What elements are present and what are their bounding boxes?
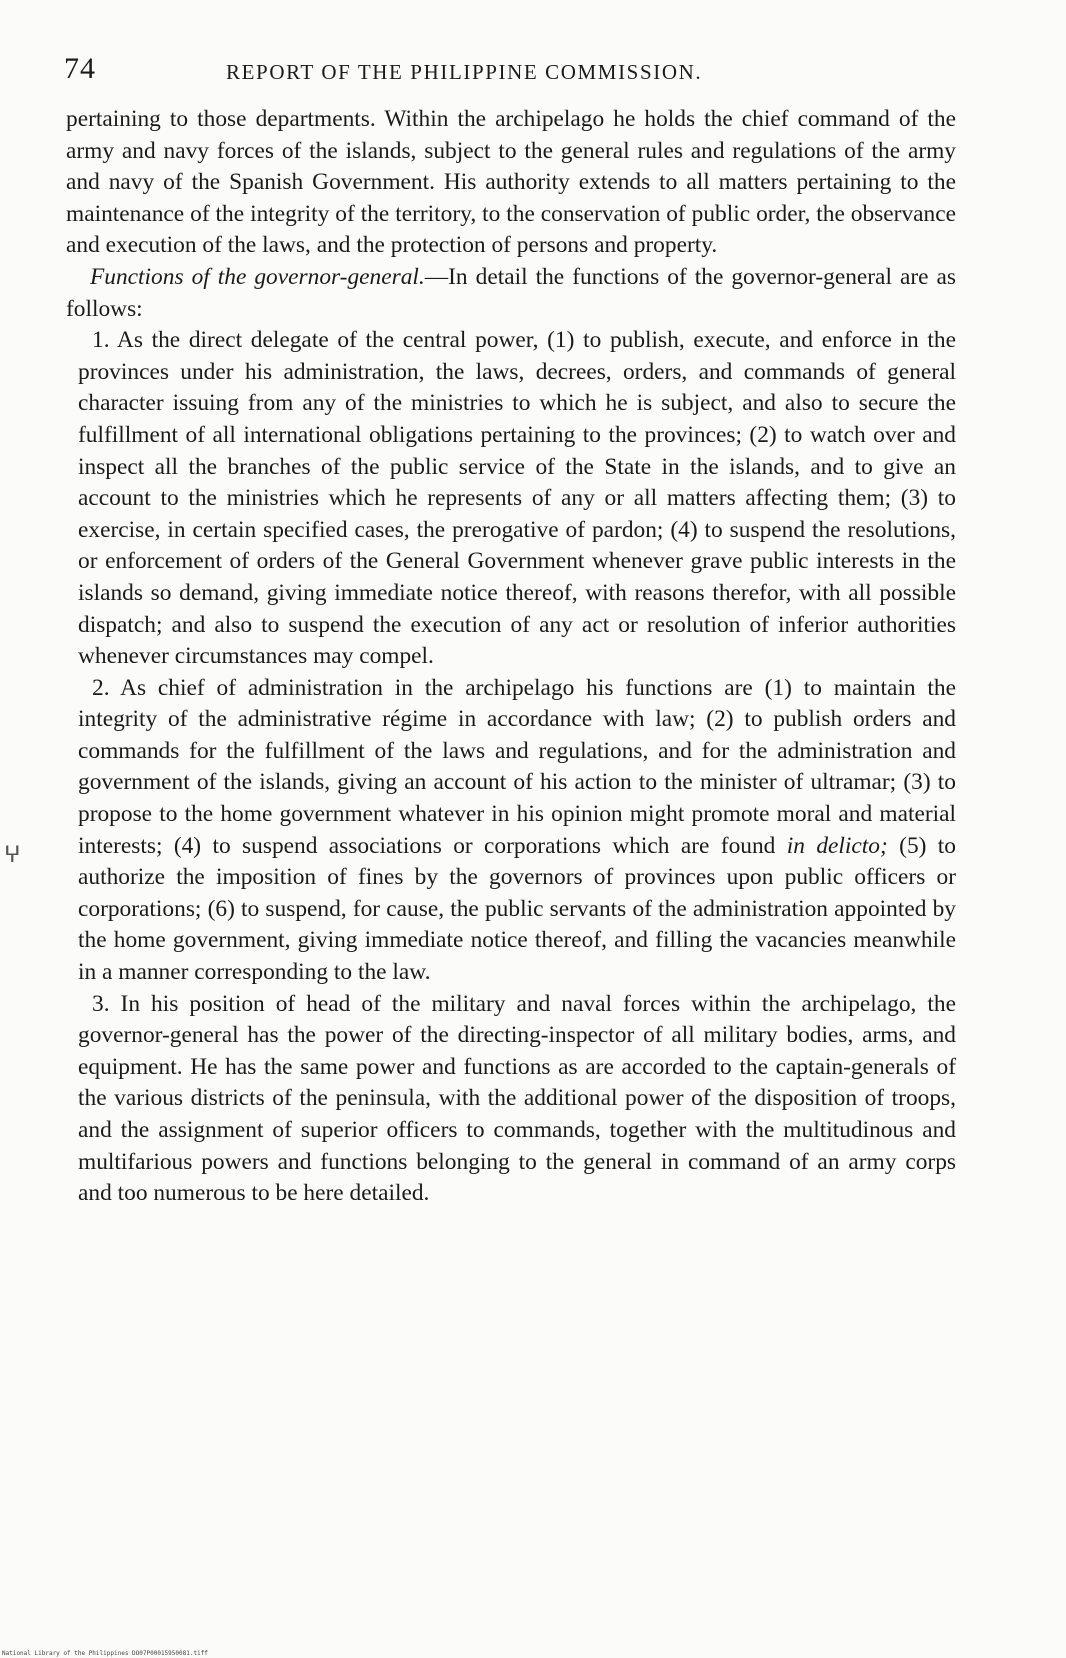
margin-mark: ⵖ	[4, 842, 21, 867]
paragraph-functions	[66, 262, 956, 325]
list-item-2	[66, 673, 956, 989]
paragraph-functions-text: —In detail the functions of the governor-general are as follows:	[66, 263, 957, 322]
paragraph-continued: pertaining to those departments. Within the archipelago he holds the chief command of the army and navy forces of the islands, subject to the general rules and regulations of the army and navy of the Spanish Government. His authority extends to all matters pertaining to the maintenance of the integrity of the territory, to the conservation of public order, the observance and execution of the laws, and the protection of persons and property.	[66, 106, 956, 259]
list-item-2-text-before: 2. As chief of administration in the archipelago his functions are (1) to maintain the integrity of the administrative régime in accordance with law; (2) to publish orders and commands for the fulfillment of the laws and regulations, and for the administration and government of the islands, giving an account of his action to the minister of ultramar; (3) to propose to the home government whatever in his opinion might promote moral and material interests; (4) to suspend associations or corporations which are found	[78, 674, 956, 859]
body-text	[66, 104, 956, 1210]
latin-phrase: in delicto;	[786, 832, 888, 859]
page-number: 74	[64, 52, 96, 85]
list-item-1: 1. As the direct delegate of the central power, (1) to publish, execute, and enforce in the provinces under his administration, the laws, decrees, orders, and commands of general character issuing from any of the ministries to which he is subject, and also to secure the fulfillment of all international obligations pertaining to the provinces; (2) to watch over and inspect all the branches of the public service of the State in the islands, and to give an account to the ministries which he represents of any or all matters affecting them; (3) to exercise, in certain specified cases, the prerogative of pardon; (4) to suspend the resolutions, or enforcement of orders of the General Government whenever grave public interests in the islands so demand, giving immediate notice thereof, with reasons therefor, with all possible dispatch; and also to suspend the execution of any act or resolution of inferior authorities whenever circumstances may compel.	[78, 327, 956, 670]
list-item-2-text-after: (5) to authorize the imposition of fines by the governors of provinces upon public officers or corporations; (6) to suspend, for cause, the public servants of the administration appointed by the home government, giving immediate notice thereof, and filling the vacancies meanwhile in a manner corresponding to the law.	[78, 832, 956, 986]
running-head	[64, 52, 966, 86]
scan-footer-note: National Library of the Philippines DO07P00015950081.tiff	[2, 1650, 208, 1657]
header-title: REPORT OF THE PHILIPPINE COMMISSION.	[226, 60, 703, 84]
side-heading: Functions of the governor-general.	[90, 263, 425, 290]
list-item-3: 3. In his position of head of the military and naval forces within the archipelago, the governor-general has the power of the directing-inspector of all military bodies, arms, and equipment. He has the same power and functions as are accorded to the captain-generals of the various districts of the peninsula, with the additional power of the disposition of troops, and the assignment of superior officers to commands, together with the multitudinous and multifarious powers and functions belonging to the general in command of an army corps and too numerous to be here detailed.	[78, 990, 956, 1207]
